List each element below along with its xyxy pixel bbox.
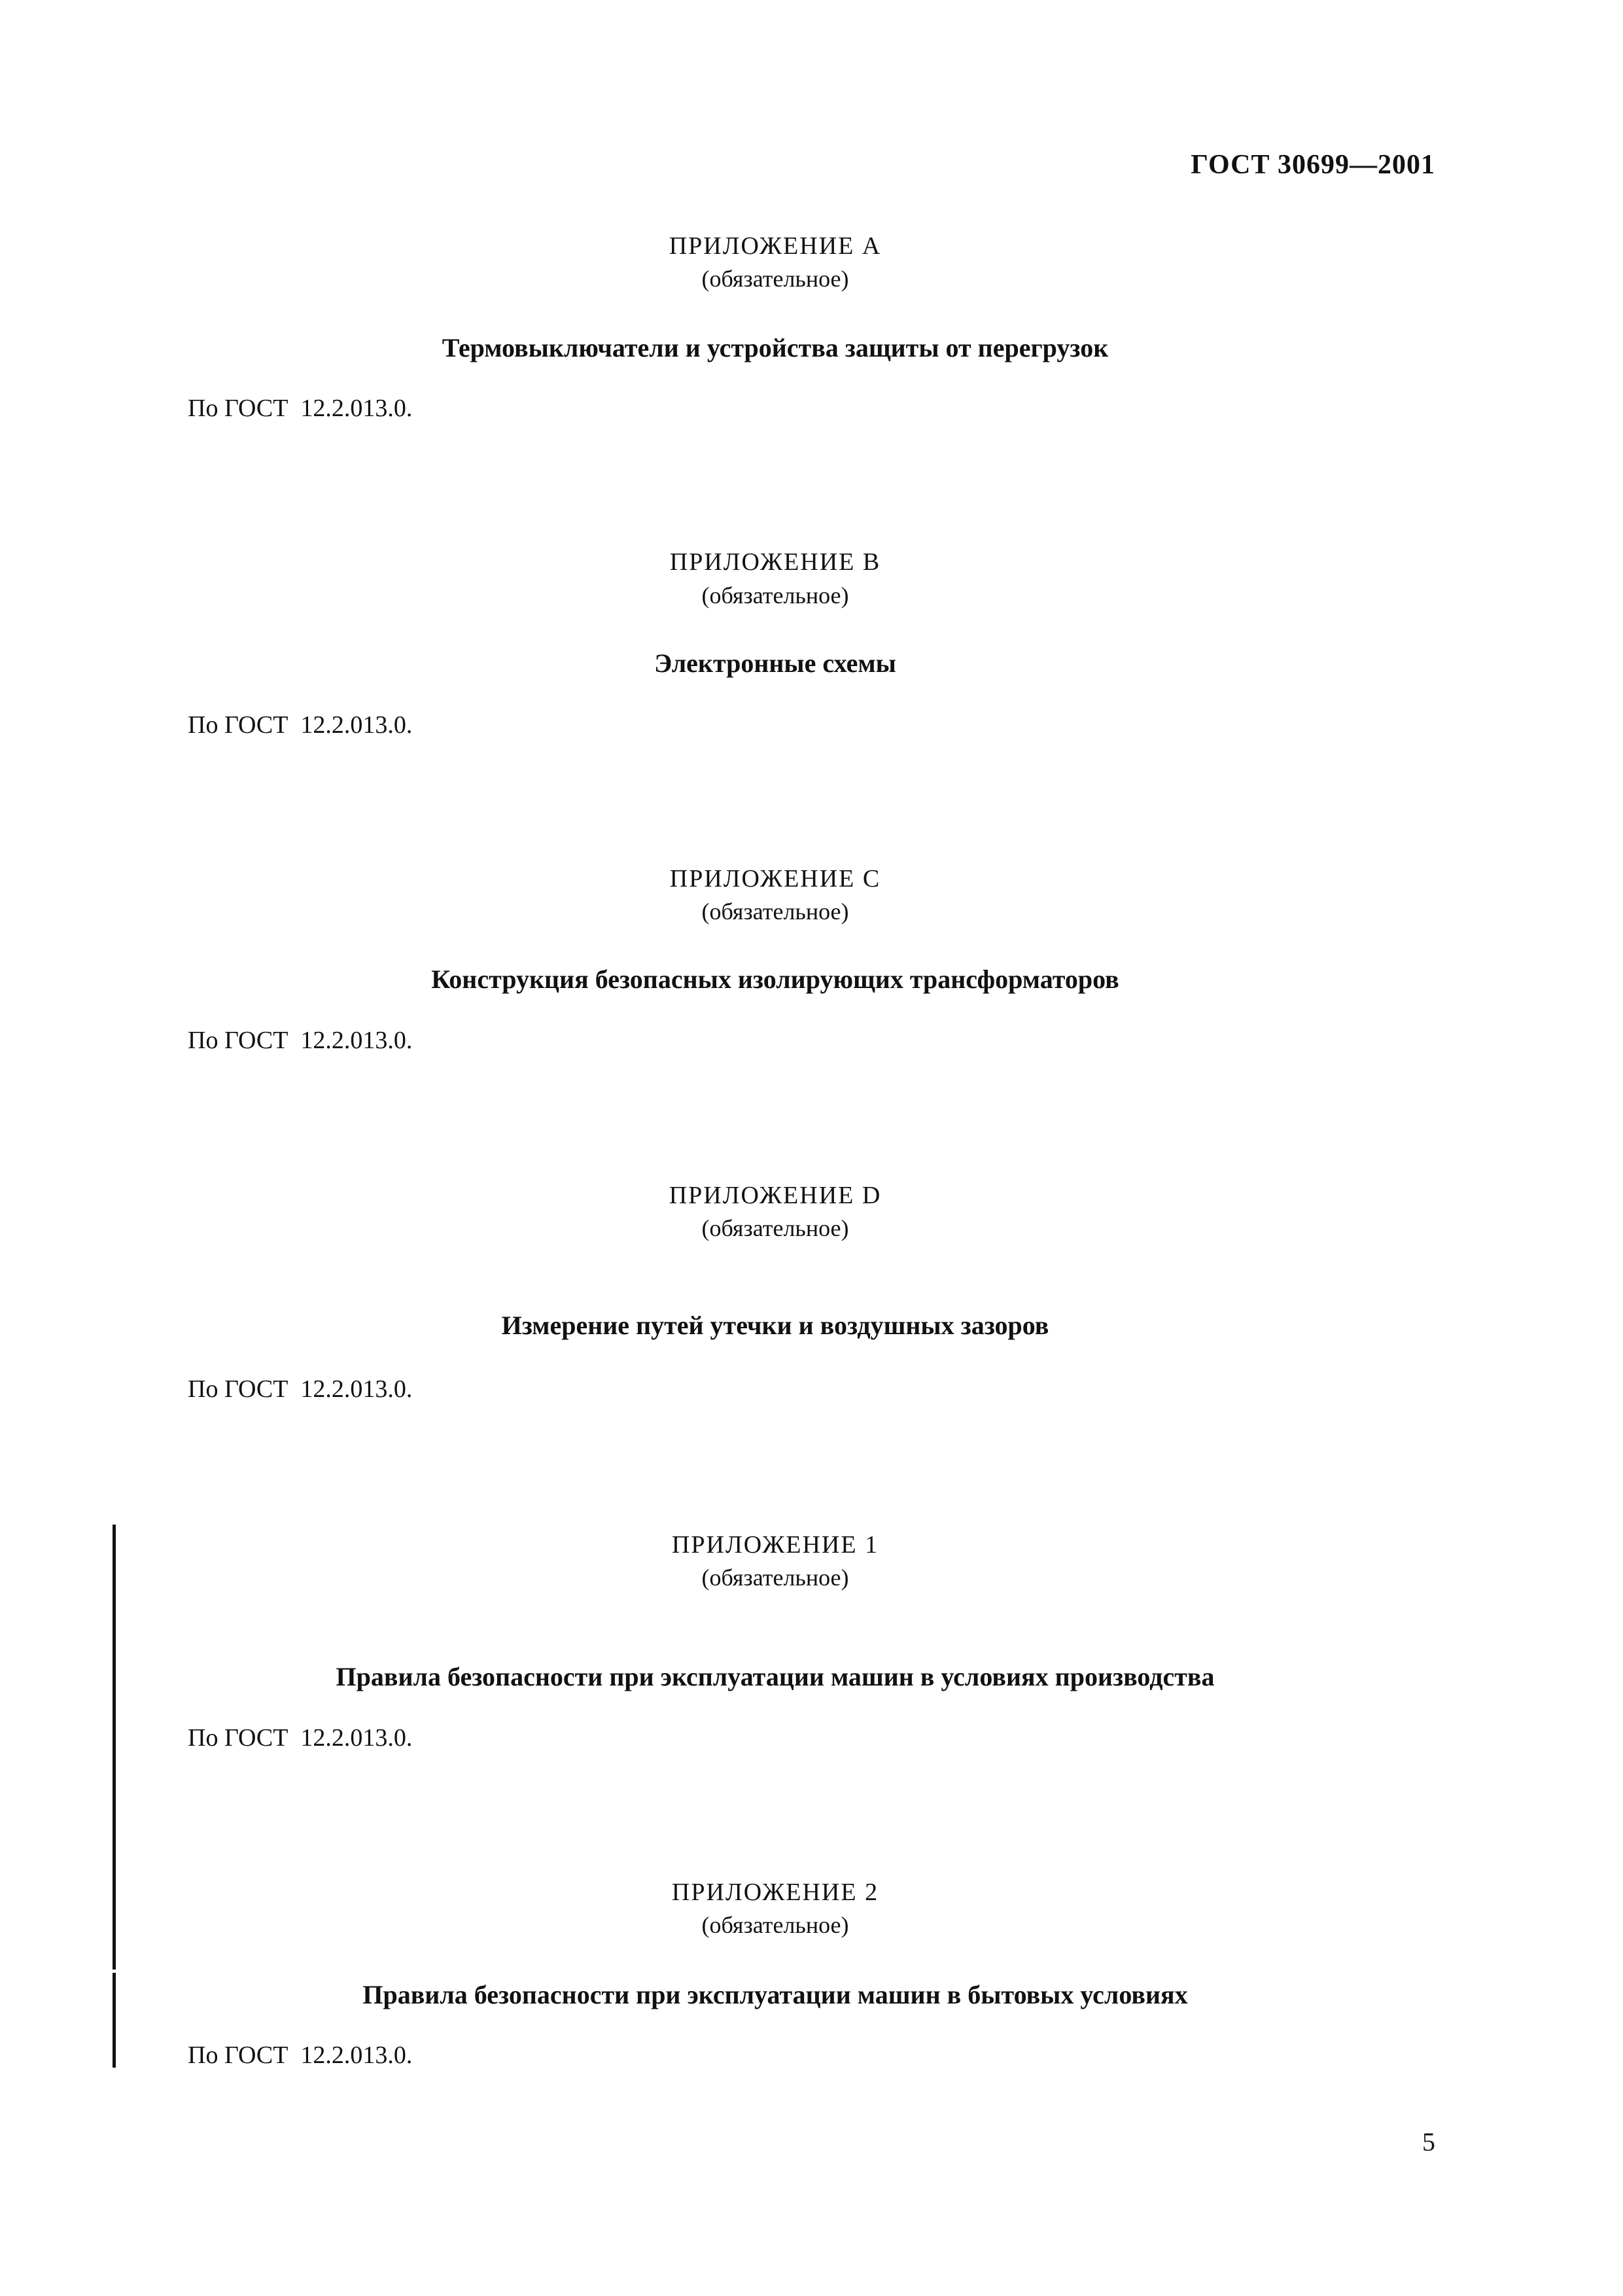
appendix-status: (обязательное)	[701, 1912, 849, 1938]
appendix-title: ПРИЛОЖЕНИЕ 2	[671, 1879, 879, 1906]
appendix-status: (обязательное)	[701, 1215, 849, 1241]
appendix-heading: Термовыключатели и устройства защиты от перегрузок	[442, 333, 1109, 362]
appendix-heading: Правила безопасности при эксплуатации машин в бытовых условиях	[362, 1980, 1188, 2009]
appendix-title: ПРИЛОЖЕНИЕ D	[669, 1182, 882, 1209]
appendix-reference: По ГОСТ 12.2.013.0.	[188, 395, 413, 422]
appendix-reference: По ГОСТ 12.2.013.0.	[188, 1027, 413, 1054]
appendix-title: ПРИЛОЖЕНИЕ 1	[671, 1531, 879, 1559]
appendix-title: ПРИЛОЖЕНИЕ С	[669, 865, 881, 892]
appendix-title: ПРИЛОЖЕНИЕ В	[669, 548, 881, 576]
appendix-heading: Конструкция безопасных изолирующих трансформаторов	[431, 964, 1119, 994]
document-code: ГОСТ 30699—2001	[1191, 150, 1435, 180]
appendix-reference: По ГОСТ 12.2.013.0.	[188, 711, 413, 739]
appendix-status: (обязательное)	[701, 266, 849, 292]
appendix-status: (обязательное)	[701, 1564, 849, 1591]
appendix-reference: По ГОСТ 12.2.013.0.	[188, 1724, 413, 1752]
appendix-reference: По ГОСТ 12.2.013.0.	[188, 1375, 413, 1403]
appendix-heading: Правила безопасности при эксплуатации машин в условиях производства	[336, 1662, 1215, 1691]
appendix-reference: По ГОСТ 12.2.013.0.	[188, 2041, 413, 2069]
page-number: 5	[1422, 2127, 1435, 2157]
appendix-heading: Измерение путей утечки и воздушных зазоров	[501, 1311, 1049, 1340]
appendix-heading: Электронные схемы	[654, 648, 896, 678]
appendix-title: ПРИЛОЖЕНИЕ А	[669, 232, 882, 260]
appendix-status: (обязательное)	[701, 898, 849, 925]
appendix-status: (обязательное)	[701, 582, 849, 609]
